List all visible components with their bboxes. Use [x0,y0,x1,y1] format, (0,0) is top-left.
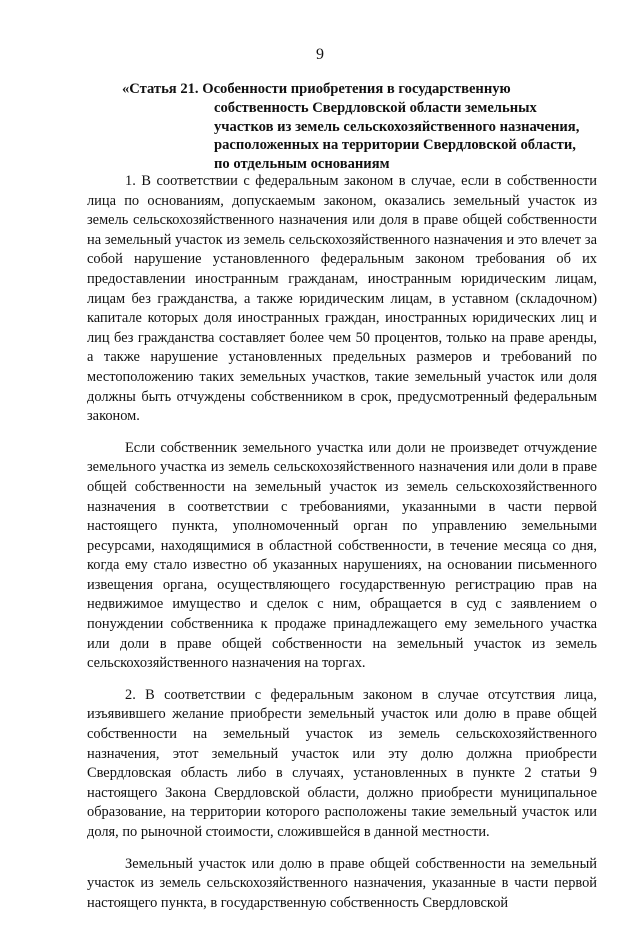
article-heading-rest: собственность Свердловской области земельных участков из земель сельскохозяйственного назначения, расположенных на территории Свердловской области, по отдельным основаниям [214,99,580,173]
paragraph-2: Если собственник земельного участка или доли не произведет отчуждение земельного участка из земель сельскохозяйственного назначения или доли в праве общей собственности на земельный участок из земель сельскохозяйственного назначения в соответствии с требованиями, указанными в части первой настоящего пункта, уполномоченный орган по управлению земельными ресурсами, находящимися в областной собственности, в течение месяца со дня, когда ему стало известно об указанных нарушениях, на основании письменного извещения органа, осуществляющего государственную регистрацию прав на недвижимое имущество и сделок с ним, обращается в суд с заявлением о понуждении собственника к продаже принадлежащего ему земельного участка или доли в праве общей собственности на земельный участок из земель сельскохозяйственного назначения на торгах. [87,439,597,672]
paragraph-3: 2. В соответствии с федеральным законом в случае отсутствия лица, изъявившего желание приобрести земельный участок или долю в праве общей собственности на земельный участок из земель сельскохозяйственного назначения, этот земельный участок или эту долю должна приобрести Свердловская область либо в случаях, установленных в пункте 2 статьи 9 настоящего Закона Свердловской области, должно приобрести муниципальное образование, на территории которого расположены такие земельный участок или доля, по рыночной стоимости, сложившейся в данной местности. [87,686,597,840]
article-body [87,172,597,925]
article-heading [122,80,592,174]
page-number: 9 [316,46,324,63]
article-heading-line1: «Статья 21. Особенности приобретения в государственную [122,81,511,97]
paragraph-1: 1. В соответствии с федеральным законом в случае, если в собственности лица по основаниям, допускаемым законом, оказались земельный участок из земель сельскохозяйственного назначения или доля в праве общей собственности на земельный участок из земель сельскохозяйственного назначения и это влечет за собой нарушение установленного федеральным законом требования об их предоставлении иностранным гражданам, иностранным юридическим лицам, лицам без гражданства, а также юридическим лицам, в уставном (складочном) капитале которых доля иностранных граждан, иностранных юридических лиц и лиц без гражданства составляет более чем 50 процентов, только на праве аренды, а также нарушение установленных предельных размеров и требований по местоположению таких земельных участков, такие земельный участок или доля должны быть отчуждены собственником в срок, предусмотренный федеральным законом. [87,173,597,425]
paragraph-4: Земельный участок или долю в праве общей собственности на земельный участок из земель сельскохозяйственного назначения, указанные в части первой настоящего пункта, в государственную собственность Свердловской [87,855,597,911]
